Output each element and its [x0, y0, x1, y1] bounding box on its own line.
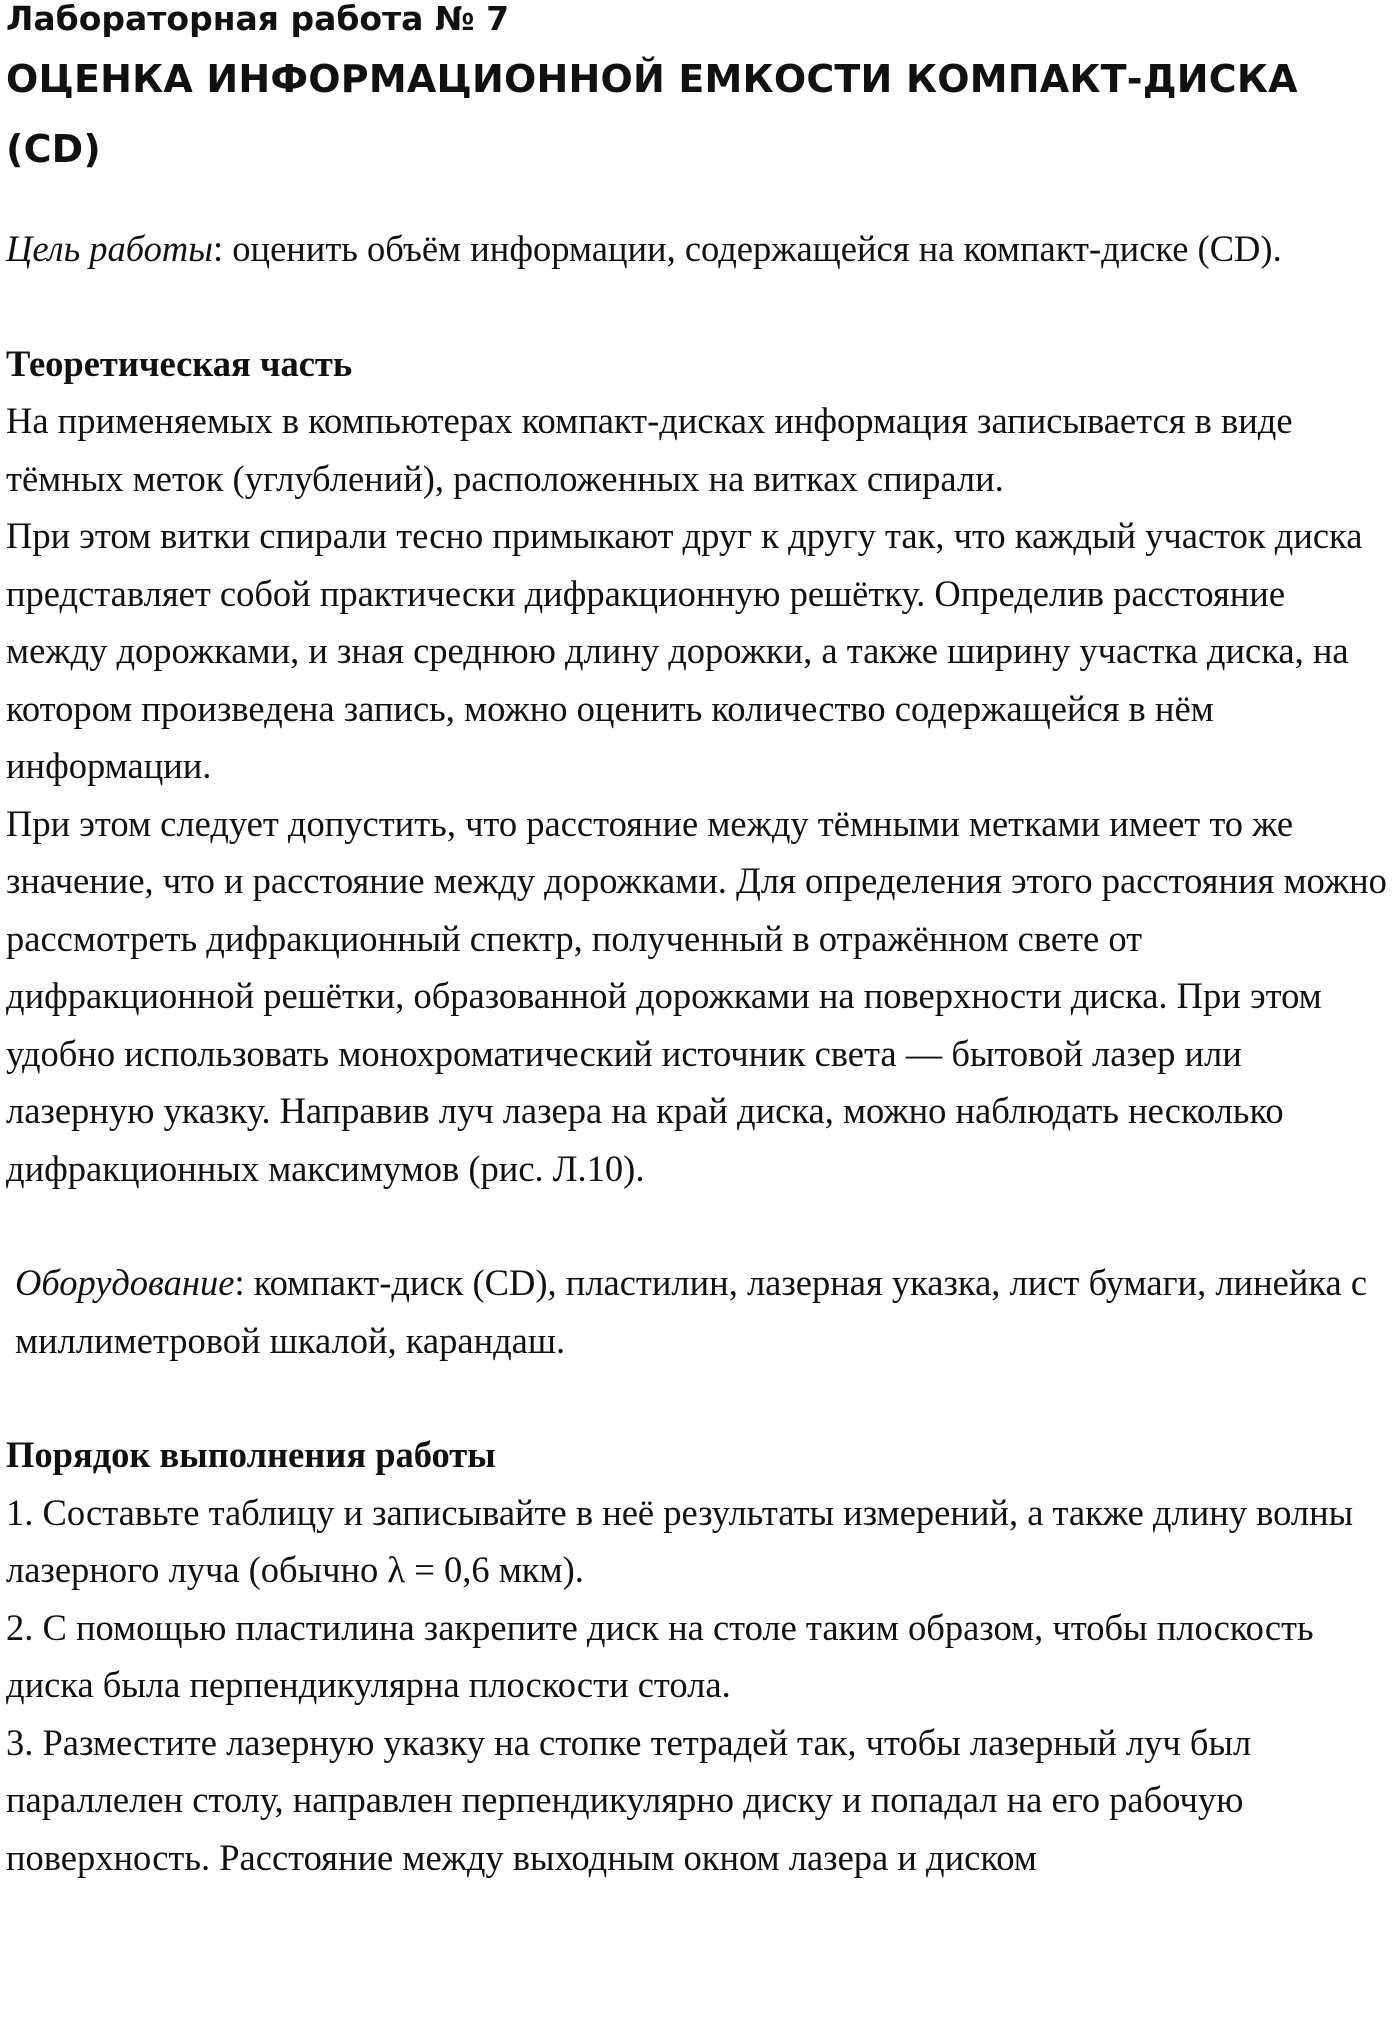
- lab-number-heading: Лабораторная работа № 7: [6, 0, 510, 38]
- theory-heading: Теоретическая часть: [6, 342, 353, 384]
- procedure-step: 1. Составьте таблицу и записывайте в неё результаты измерений, а также длину волны лазерного луча (обычно λ = 0,6 мкм).: [6, 1491, 1354, 1590]
- lab-title: ОЦЕНКА ИНФОРМАЦИОННОЙ ЕМКОСТИ КОМПАКТ-ДИСКА (CD): [6, 57, 1298, 171]
- spacer: [6, 1369, 1391, 1426]
- theory-paragraph: При этом витки спирали тесно примыкают друг к другу так, что каждый участок диска представляет собой практически дифракционную решётку. Определив расстояние между дорожками, и зная среднюю длину дорожки, а также ширину участка диска, на котором произведена запись, можно оценить количество содержащейся в нём информации.: [6, 515, 1363, 786]
- spacer: [6, 184, 1391, 220]
- equipment-label: Оборудование: [15, 1262, 235, 1303]
- procedure-step: 3. Разместите лазерную указку на стопке тетрадей так, чтобы лазерный луч был параллелен столу, направлен перпендикулярно диску и попадал на его рабочую поверхность. Расстояние между выходным окном лазера и диском: [6, 1721, 1252, 1878]
- equipment-paragraph: [6, 1254, 1391, 1369]
- goal-text: : оценить объём информации, содержащейся на компакт-диске (CD).: [213, 228, 1282, 269]
- goal-label: Цель работы: [6, 228, 214, 269]
- spacer: [6, 1197, 1391, 1254]
- equipment-text: : компакт-диск (CD), пластилин, лазерная указка, лист бумаги, линейка с миллиметровой шкалой, карандаш.: [15, 1262, 1368, 1361]
- procedure-heading: Порядок выполнения работы: [6, 1434, 496, 1475]
- theory-paragraph: При этом следует допустить, что расстояние между тёмными метками имеет то же значение, что и расстояние между дорожками. Для определения этого расстояния можно рассмотреть дифракционный спектр, полученный в отражённом свете от дифракционной решётки, образованной дорожками на поверхности диска. При этом удобно использовать монохроматический источник света — бытовой лазер или лазерную указку. Направив луч лазера на край диска, можно наблюдать несколько дифракционных максимумов (рис. Л.10).: [6, 802, 1387, 1189]
- document-page: [6, 0, 1391, 1886]
- goal-paragraph: [6, 220, 1391, 278]
- theory-paragraph: На применяемых в компьютерах компакт-дисках информация записывается в виде тёмных меток (углублений), расположенных на витках спирали.: [6, 400, 1293, 499]
- procedure-step: 2. С помощью пластилина закрепите диск на столе таким образом, чтобы плоскость диска была перпендикулярна плоскости стола.: [6, 1606, 1314, 1705]
- spacer: [6, 278, 1391, 335]
